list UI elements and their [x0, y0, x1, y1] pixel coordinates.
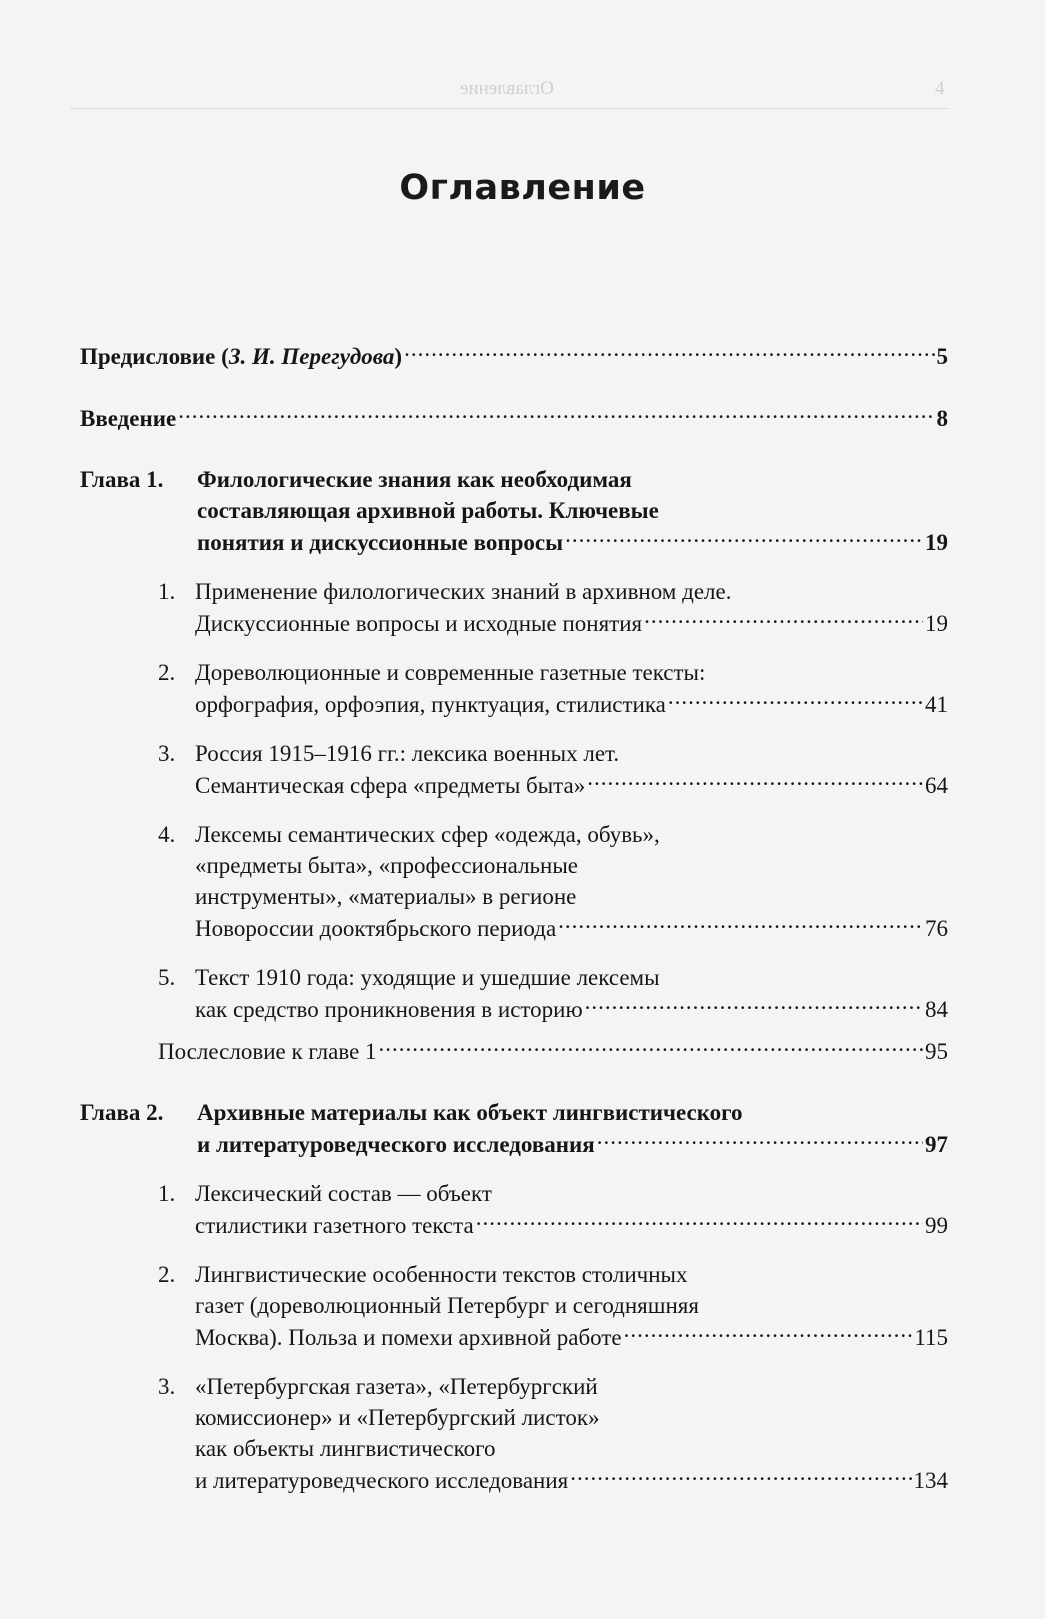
toc-entry-section-1-4[interactable]	[80, 819, 948, 944]
dot-leader	[558, 912, 923, 936]
page-number: 41	[925, 692, 948, 717]
bleed-through-rule	[70, 108, 948, 109]
dot-leader	[624, 1321, 913, 1345]
toc-title-line: Лексический состав — объект	[195, 1181, 492, 1206]
toc-title-line: Россия 1915–1916 гг.: лексика военных лет.	[195, 741, 620, 766]
section-number: 1.	[158, 1181, 176, 1206]
page-number: 84	[925, 997, 948, 1022]
toc-title-line: как средство проникновения в историю	[195, 997, 583, 1022]
toc-label: Введение	[80, 406, 177, 431]
dot-leader	[644, 607, 923, 631]
toc-entry-section-2-1[interactable]	[80, 1178, 948, 1241]
dot-leader	[668, 688, 923, 712]
page-number: 5	[936, 344, 948, 369]
page-number: 19	[925, 611, 948, 636]
dot-leader	[379, 1035, 923, 1059]
toc-title-line: инструменты», «материалы» в регионе	[195, 884, 577, 909]
toc-title-line: стилистики газетного текста	[195, 1213, 474, 1238]
dot-leader	[570, 1464, 911, 1488]
section-number: 1.	[158, 579, 176, 604]
toc-title-line: Дореволюционные и современные газетные тексты:	[195, 660, 706, 685]
toc-title-line: и литературоведческого исследования	[195, 1468, 569, 1493]
bleed-through-header: Оглавление	[460, 78, 554, 99]
section-number: 3.	[158, 1374, 176, 1399]
dot-leader	[476, 1209, 923, 1233]
toc-title-line: Текст 1910 года: уходящие и ушедшие лексемы	[195, 965, 660, 990]
dot-leader	[178, 402, 934, 426]
toc-entry-section-1-1[interactable]	[80, 576, 948, 639]
toc-title-line: газет (дореволюционный Петербург и сегодняшняя	[195, 1293, 699, 1318]
section-number: 2.	[158, 1262, 176, 1287]
toc-title-line: Новороссии доoктябрьского периода	[195, 916, 557, 941]
toc-title-line: Применение филологических знаний в архивном деле.	[195, 579, 732, 604]
toc-title-line: «Петербургская газета», «Петербургский	[195, 1374, 598, 1399]
section-number: 5.	[158, 965, 176, 990]
toc-entry-section-1-3[interactable]	[80, 738, 948, 801]
toc-title-line: понятия и дискуссионные вопросы	[197, 530, 564, 555]
toc-title-line: Лексемы семантических сфер «одежда, обувь»,	[195, 822, 660, 847]
page-number: 95	[925, 1039, 948, 1064]
section-number: 4.	[158, 822, 176, 847]
dot-leader	[585, 993, 923, 1017]
page-title: Оглавление	[399, 168, 646, 208]
toc-entry-chapter-1[interactable]	[80, 464, 948, 558]
page-number: 76	[925, 916, 948, 941]
toc-title-line: как объекты лингвистического	[195, 1436, 496, 1461]
dot-leader	[587, 769, 923, 793]
section-number: 3.	[158, 741, 176, 766]
table-of-contents	[80, 340, 948, 1496]
toc-title-line: составляющая архивной работы. Ключевые	[197, 498, 659, 523]
chapter-number: Глава 1.	[80, 467, 164, 492]
toc-title-line: и литературоведческого исследования	[197, 1132, 595, 1157]
dot-leader	[404, 340, 934, 364]
page-number: 134	[913, 1468, 948, 1493]
toc-title-line: комиссионер» и «Петербургский листок»	[195, 1405, 600, 1430]
toc-title-line: Москва). Польза и помехи архивной работе	[195, 1325, 622, 1350]
toc-label: Предисловие	[80, 344, 216, 369]
toc-entry-afterword-chapter-1[interactable]	[80, 1035, 948, 1067]
toc-entry-section-1-2[interactable]	[80, 657, 948, 720]
page-number: 8	[936, 406, 948, 431]
toc-title-line: Лингвистические особенности текстов столичных	[195, 1262, 688, 1287]
toc-entry-section-2-2[interactable]	[80, 1259, 948, 1353]
toc-label: Послесловие к главе 1	[158, 1039, 377, 1064]
toc-entry-chapter-2[interactable]	[80, 1097, 948, 1160]
page-number: 64	[925, 773, 948, 798]
toc-author: З. И. Перегудова	[228, 344, 395, 369]
chapter-number: Глава 2.	[80, 1100, 164, 1125]
section-number: 2.	[158, 660, 176, 685]
bleed-through-page-number: 4	[935, 78, 945, 99]
toc-entry-section-1-5[interactable]	[80, 962, 948, 1025]
toc-title-line: Архивные материалы как объект лингвистического	[197, 1100, 743, 1125]
toc-entry-introduction[interactable]	[80, 402, 948, 434]
page-number: 99	[925, 1213, 948, 1238]
page-number: 97	[925, 1132, 948, 1157]
toc-entry-foreword[interactable]: Предисловие (З. И. Перегудова) ..... 5	[80, 340, 948, 372]
page-number: 115	[914, 1325, 948, 1350]
dot-leader	[565, 526, 923, 550]
toc-title-line: Филологические знания как необходимая	[197, 467, 632, 492]
toc-title-line: «предметы быта», «профессиональные	[195, 853, 579, 878]
page-number: 19	[925, 530, 948, 555]
toc-title-line: Семантическая сфера «предметы быта»	[195, 773, 586, 798]
toc-title-line: орфография, орфоэпия, пунктуация, стилистика	[195, 692, 666, 717]
dot-leader	[597, 1128, 923, 1152]
toc-title-line: Дискуссионные вопросы и исходные понятия	[195, 611, 643, 636]
toc-entry-section-2-3[interactable]	[80, 1371, 948, 1496]
